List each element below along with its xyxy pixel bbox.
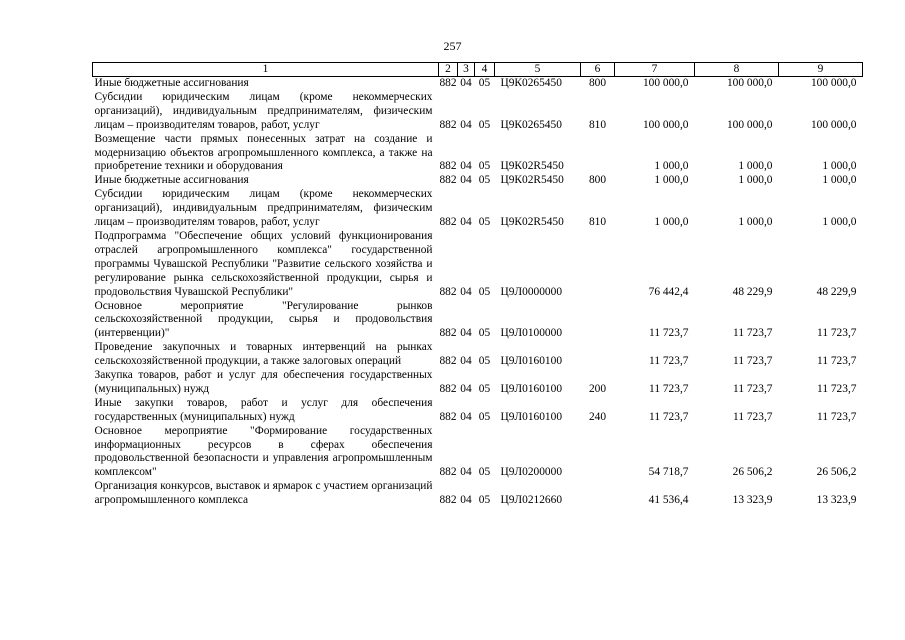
- amount-col8-cell: 1 000,0: [738, 216, 773, 229]
- subsection-code-cell: 05: [478, 327, 491, 340]
- amount-col9-cell: 26 506,2: [816, 466, 857, 479]
- expense-type-cell: [581, 230, 615, 300]
- section-code-cell: 04: [460, 410, 472, 423]
- header-row: [93, 63, 863, 77]
- ministry-code-cell: 882: [439, 410, 457, 423]
- amount-col9-cell: 1 000,0: [822, 216, 857, 229]
- section-code-cell: 04: [460, 216, 472, 229]
- ministry-code-cell: 882: [439, 494, 457, 507]
- expense-type-cell: 200: [588, 382, 607, 395]
- amount-col8-cell: 13 323,9: [732, 494, 773, 507]
- column-header-1: 1: [93, 63, 439, 77]
- section-code-cell: 04: [460, 160, 472, 173]
- target-article-cell: Ц9Л0000000: [500, 285, 563, 298]
- table-row: [93, 174, 863, 188]
- ministry-code-cell: 882: [439, 160, 457, 173]
- amount-col7-cell: 41 536,4: [648, 494, 689, 507]
- subsection-code-cell: 05: [478, 382, 491, 395]
- amount-col8-cell: 11 723,7: [733, 327, 773, 340]
- page-number: 257: [443, 39, 462, 53]
- amount-col9-cell: 11 723,7: [817, 410, 857, 423]
- subsection-code-cell: 05: [478, 174, 491, 187]
- ministry-code-cell: 882: [439, 466, 457, 479]
- row-name-cell: Субсидии юридическим лицам (кроме некоммерческих организаций), индивидуальным предпринимателям, физическим лицам – производителям товаров, работ, услуг: [94, 188, 433, 229]
- section-code-cell: 04: [460, 355, 472, 368]
- table-row: [93, 230, 863, 300]
- target-article-cell: Ц9Л0160100: [500, 410, 563, 423]
- expense-type-cell: [581, 133, 615, 175]
- table-row: [93, 188, 863, 230]
- target-article-cell: Ц9К0265450: [500, 118, 562, 131]
- subsection-code-cell: 05: [478, 355, 491, 368]
- target-article-cell: Ц9К02R5450: [500, 160, 564, 173]
- amount-col9-cell: 1 000,0: [822, 174, 857, 187]
- row-name-cell: Закупка товаров, работ и услуг для обеспечения государственных (муниципальных) нужд: [94, 369, 433, 395]
- column-header-5: 5: [495, 63, 581, 77]
- amount-col7-cell: 11 723,7: [649, 410, 689, 423]
- amount-col9-cell: 11 723,7: [817, 327, 857, 340]
- table-row: [93, 300, 863, 342]
- amount-col8-cell: 11 723,7: [733, 382, 773, 395]
- amount-col8-cell: 100 000,0: [726, 118, 773, 131]
- expense-type-cell: [581, 480, 615, 508]
- amount-col7-cell: 1 000,0: [654, 174, 689, 187]
- ministry-code-cell: 882: [439, 118, 457, 131]
- section-code-cell: 04: [460, 77, 472, 89]
- amount-col9-cell: 1 000,0: [822, 160, 857, 173]
- row-name-cell: Субсидии юридическим лицам (кроме некоммерческих организаций), индивидуальным предпринимателям, физическим лицам – производителям товаров, работ, услуг: [94, 90, 433, 131]
- column-header-9: 9: [779, 63, 863, 77]
- amount-col8-cell: 26 506,2: [732, 466, 773, 479]
- amount-col7-cell: 11 723,7: [649, 355, 689, 368]
- amount-col9-cell: 100 000,0: [810, 118, 857, 131]
- table-row: [93, 369, 863, 397]
- target-article-cell: Ц9Л0100000: [500, 327, 563, 340]
- ministry-code-cell: 882: [439, 355, 457, 368]
- expense-type-cell: 240: [588, 410, 607, 423]
- row-name-cell: Иные закупки товаров, работ и услуг для обеспечения государственных (муниципальных) нужд: [94, 396, 433, 423]
- amount-col8-cell: 11 723,7: [733, 410, 773, 423]
- ministry-code-cell: 882: [439, 77, 457, 89]
- amount-col9-cell: 11 723,7: [817, 382, 857, 395]
- table-row: [93, 480, 863, 508]
- amount-col7-cell: 11 723,7: [649, 382, 689, 395]
- expense-type-cell: 800: [588, 77, 607, 89]
- amount-col8-cell: 1 000,0: [738, 174, 773, 187]
- row-name-cell: Организация конкурсов, выставок и ярмарок с участием организаций агропромышленного комплекса: [94, 480, 433, 507]
- column-header-4: 4: [475, 63, 495, 77]
- amount-col7-cell: 11 723,7: [649, 327, 689, 340]
- subsection-code-cell: 05: [478, 410, 491, 423]
- expense-type-cell: [581, 425, 615, 481]
- expense-type-cell: 800: [588, 174, 607, 187]
- subsection-code-cell: 05: [478, 77, 491, 89]
- subsection-code-cell: 05: [478, 118, 491, 131]
- table-body: [93, 77, 863, 509]
- amount-col9-cell: 48 229,9: [816, 285, 857, 298]
- table-row: [93, 133, 863, 175]
- row-name-cell: Основное мероприятие "Регулирование рынков сельскохозяйственной продукции, сырья и продовольствия (интервенции)": [94, 299, 433, 340]
- row-name-cell: Основное мероприятие "Формирование государственных информационных ресурсов в сферах обеспечения продовольственной безопасности и управления агропромышленным комплексом": [94, 424, 433, 479]
- table-row: [93, 397, 863, 425]
- amount-col8-cell: 1 000,0: [738, 160, 773, 173]
- ministry-code-cell: 882: [439, 174, 457, 187]
- section-code-cell: 04: [460, 382, 472, 395]
- amount-col7-cell: 54 718,7: [648, 466, 689, 479]
- section-code-cell: 04: [460, 174, 472, 187]
- section-code-cell: 04: [460, 118, 472, 131]
- table-row: [93, 425, 863, 481]
- table-row: [93, 91, 863, 133]
- amount-col7-cell: 1 000,0: [654, 216, 689, 229]
- amount-col8-cell: 11 723,7: [733, 355, 773, 368]
- expense-type-cell: [581, 341, 615, 369]
- amount-col8-cell: 100 000,0: [726, 77, 773, 89]
- ministry-code-cell: 882: [439, 327, 457, 340]
- expense-type-cell: 810: [588, 216, 607, 229]
- amount-col9-cell: 100 000,0: [810, 77, 857, 89]
- target-article-cell: Ц9Л0200000: [500, 466, 563, 479]
- column-header-6: 6: [581, 63, 615, 77]
- section-code-cell: 04: [460, 494, 472, 507]
- column-header-3: 3: [458, 63, 475, 77]
- table-header: [93, 63, 863, 77]
- row-name-cell: Возмещение части прямых понесенных затрат на создание и модернизацию объектов агропромышленного комплекса, а также на приобретение техники и оборудования: [94, 132, 433, 173]
- subsection-code-cell: 05: [478, 160, 491, 173]
- subsection-code-cell: 05: [478, 216, 491, 229]
- budget-table: [92, 62, 863, 508]
- subsection-code-cell: 05: [478, 466, 491, 479]
- row-name-cell: Иные бюджетные ассигнования: [94, 174, 249, 187]
- row-name-cell: Иные бюджетные ассигнования: [94, 77, 249, 89]
- target-article-cell: Ц9Л0160100: [500, 382, 563, 395]
- amount-col7-cell: 76 442,4: [648, 285, 689, 298]
- amount-col9-cell: 13 323,9: [816, 494, 857, 507]
- ministry-code-cell: 882: [439, 216, 457, 229]
- table-row: [93, 77, 863, 91]
- section-code-cell: 04: [460, 327, 472, 340]
- expense-type-cell: 810: [588, 118, 607, 131]
- column-header-2: 2: [439, 63, 458, 77]
- amount-col7-cell: 100 000,0: [642, 118, 689, 131]
- table-row: [93, 341, 863, 369]
- row-name-cell: Проведение закупочных и товарных интервенций на рынках сельскохозяйственной продукции, а также залоговых операций: [94, 341, 433, 368]
- row-name-cell: Подпрограмма "Обеспечение общих условий функционирования отраслей агропромышленного комплекса" государственной программы Чувашской Республики "Развитие сельского хозяйства и регулирование рынка сельскохозяйственной продукции, сырья и продовольствия Чувашской Республики": [94, 229, 433, 298]
- target-article-cell: Ц9К02R5450: [500, 174, 564, 187]
- expense-type-cell: [581, 300, 615, 342]
- subsection-code-cell: 05: [478, 494, 491, 507]
- section-code-cell: 04: [460, 466, 472, 479]
- amount-col9-cell: 11 723,7: [817, 355, 857, 368]
- amount-col7-cell: 1 000,0: [654, 160, 689, 173]
- target-article-cell: Ц9Л0160100: [500, 355, 563, 368]
- target-article-cell: Ц9Л0212660: [500, 494, 563, 507]
- amount-col7-cell: 100 000,0: [642, 77, 689, 89]
- target-article-cell: Ц9К0265450: [500, 77, 562, 89]
- ministry-code-cell: 882: [439, 285, 457, 298]
- amount-col8-cell: 48 229,9: [732, 285, 773, 298]
- column-header-8: 8: [695, 63, 779, 77]
- column-header-7: 7: [615, 63, 695, 77]
- section-code-cell: 04: [460, 285, 472, 298]
- target-article-cell: Ц9К02R5450: [500, 216, 564, 229]
- subsection-code-cell: 05: [478, 285, 491, 298]
- ministry-code-cell: 882: [439, 382, 457, 395]
